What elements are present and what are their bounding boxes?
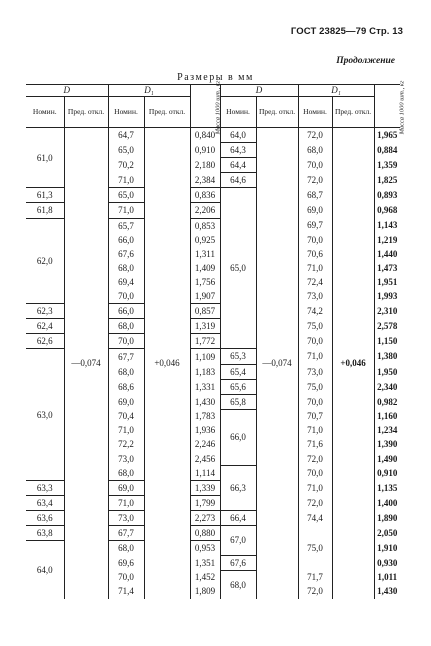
right-d-nominal: 68,0 <box>220 570 256 598</box>
left-mass: 0,853 <box>190 218 220 233</box>
left-mass: 1,783 <box>190 409 220 423</box>
left-d1-nominal: 72,2 <box>108 437 144 451</box>
left-d-nominal: 62,6 <box>26 334 64 349</box>
right-d1-nominal: 73,0 <box>298 364 332 379</box>
left-d-nominal: 63,4 <box>26 495 64 510</box>
right-d1-nominal: 71,0 <box>298 423 332 437</box>
right-d1-nominal: 70,0 <box>298 334 332 349</box>
right-d1-nominal: 75,0 <box>298 379 332 394</box>
col-dev: Пред. откл. <box>332 97 374 128</box>
right-d-nominal: 64,6 <box>220 173 256 188</box>
right-d1-nominal: 70,0 <box>298 233 332 247</box>
left-d-deviation: —0,074 <box>64 128 108 599</box>
right-d1-nominal: 70,0 <box>298 466 332 481</box>
right-d1-nominal: 71,0 <box>298 480 332 495</box>
left-d1-nominal: 70,0 <box>108 570 144 584</box>
right-d1-nominal: 70,6 <box>298 247 332 261</box>
left-d-nominal: 62,4 <box>26 319 64 334</box>
right-d1-nominal: 68,0 <box>298 143 332 158</box>
col-dev: Пред. откл. <box>256 97 298 128</box>
left-mass: 1,109 <box>190 349 220 364</box>
continuation-label: Продолжение <box>336 56 395 66</box>
left-mass: 0,953 <box>190 541 220 556</box>
right-d1-nominal: 72,0 <box>298 495 332 510</box>
left-d1-nominal: 67,7 <box>108 526 144 541</box>
right-mass: 1,993 <box>374 289 400 304</box>
left-d1-nominal: 67,7 <box>108 349 144 364</box>
left-d-nominal: 63,8 <box>26 526 64 541</box>
right-d1-nominal: 70,7 <box>298 409 332 423</box>
right-mass: 1,440 <box>374 247 400 261</box>
left-d1-nominal: 65,7 <box>108 218 144 233</box>
col-D-left: D <box>26 85 108 97</box>
left-d1-nominal: 68,6 <box>108 379 144 394</box>
col-D1-right: D₁ <box>298 85 374 97</box>
right-mass: 0,893 <box>374 188 400 203</box>
col-nom: Номин. <box>108 97 144 128</box>
left-mass: 0,840 <box>190 128 220 143</box>
right-mass: 1,011 <box>374 570 400 584</box>
col-nom: Номин. <box>298 97 332 128</box>
left-d1-deviation: +0,046 <box>144 128 190 599</box>
left-mass: 0,880 <box>190 526 220 541</box>
left-d1-nominal: 71,0 <box>108 173 144 188</box>
right-d1-nominal: 69,7 <box>298 218 332 233</box>
left-d-nominal: 63,0 <box>26 349 64 480</box>
left-d-nominal: 61,8 <box>26 203 64 218</box>
right-d-nominal: 65,0 <box>220 188 256 349</box>
right-d-nominal: 65,6 <box>220 379 256 394</box>
left-d1-nominal: 71,0 <box>108 495 144 510</box>
col-nom: Номин. <box>26 97 64 128</box>
right-d1-nominal: 73,0 <box>298 289 332 304</box>
right-d-nominal: 65,8 <box>220 394 256 409</box>
right-mass: 1,430 <box>374 584 400 598</box>
right-d-deviation: —0,074 <box>256 128 298 599</box>
right-d-nominal: 66,3 <box>220 466 256 511</box>
right-mass: 1,400 <box>374 495 400 510</box>
left-d1-nominal: 70,2 <box>108 158 144 173</box>
left-mass: 2,456 <box>190 452 220 466</box>
left-d-nominal: 63,3 <box>26 480 64 495</box>
page-header: ГОСТ 23825—79 Стр. 13 <box>290 26 403 37</box>
right-d1-nominal: 72,0 <box>298 173 332 188</box>
right-d-nominal: 64,4 <box>220 158 256 173</box>
right-d-nominal: 67,0 <box>220 526 256 556</box>
right-d1-deviation: +0,046 <box>332 128 374 599</box>
left-mass: 1,114 <box>190 466 220 481</box>
right-mass: 0,968 <box>374 203 400 218</box>
right-d-nominal: 65,3 <box>220 349 256 364</box>
left-mass: 2,384 <box>190 173 220 188</box>
right-mass: 1,951 <box>374 275 400 289</box>
left-mass: 2,180 <box>190 158 220 173</box>
left-mass: 1,452 <box>190 570 220 584</box>
right-mass: 1,950 <box>374 364 400 379</box>
right-mass: 1,160 <box>374 409 400 423</box>
right-mass: 2,578 <box>374 319 400 334</box>
right-d-nominal: 66,4 <box>220 510 256 525</box>
right-mass: 1,965 <box>374 128 400 143</box>
right-mass: 1,219 <box>374 233 400 247</box>
table-caption: Размеры в мм <box>177 72 254 83</box>
right-d1-nominal: 70,0 <box>298 158 332 173</box>
left-d1-nominal: 68,0 <box>108 541 144 556</box>
right-d1-nominal: 75,0 <box>298 319 332 334</box>
left-d1-nominal: 69,4 <box>108 275 144 289</box>
left-mass: 1,936 <box>190 423 220 437</box>
col-mass-left: Масса 1000 шт., кг <box>190 85 220 128</box>
right-mass: 1,910 <box>374 541 400 556</box>
right-mass: 1,150 <box>374 334 400 349</box>
right-d-nominal: 66,0 <box>220 409 256 465</box>
right-mass: 1,390 <box>374 437 400 451</box>
col-D1-left: D₁ <box>108 85 190 97</box>
right-mass: 1,890 <box>374 510 400 525</box>
left-mass: 1,799 <box>190 495 220 510</box>
right-mass: 1,490 <box>374 452 400 466</box>
right-d1-nominal: 71,7 <box>298 570 332 584</box>
right-d1-nominal: 75,0 <box>298 526 332 571</box>
col-dev: Пред. откл. <box>64 97 108 128</box>
right-d1-nominal: 71,6 <box>298 437 332 451</box>
left-mass: 1,351 <box>190 555 220 570</box>
left-mass: 1,339 <box>190 480 220 495</box>
right-mass: 1,135 <box>374 480 400 495</box>
left-d1-nominal: 69,0 <box>108 394 144 409</box>
left-d1-nominal: 69,0 <box>108 480 144 495</box>
right-mass: 0,910 <box>374 466 400 481</box>
left-mass: 1,311 <box>190 247 220 261</box>
right-mass: 2,050 <box>374 526 400 541</box>
left-d-nominal: 61,3 <box>26 188 64 203</box>
right-mass: 0,930 <box>374 555 400 570</box>
left-d1-nominal: 68,0 <box>108 319 144 334</box>
right-d1-nominal: 71,0 <box>298 261 332 275</box>
left-d1-nominal: 68,0 <box>108 364 144 379</box>
left-d1-nominal: 69,6 <box>108 555 144 570</box>
right-mass: 1,143 <box>374 218 400 233</box>
col-mass-right: Масса 1000 шт., кг <box>374 85 400 128</box>
left-mass: 2,246 <box>190 437 220 451</box>
left-d1-nominal: 68,0 <box>108 261 144 275</box>
right-mass: 0,982 <box>374 394 400 409</box>
left-mass: 1,430 <box>190 394 220 409</box>
left-mass: 1,319 <box>190 319 220 334</box>
left-mass: 1,809 <box>190 584 220 598</box>
right-d1-nominal: 72,0 <box>298 584 332 598</box>
right-d1-nominal: 74,4 <box>298 510 332 525</box>
right-mass: 0,884 <box>374 143 400 158</box>
right-mass: 1,380 <box>374 349 400 364</box>
left-mass: 1,756 <box>190 275 220 289</box>
right-d1-nominal: 72,0 <box>298 128 332 143</box>
left-mass: 0,910 <box>190 143 220 158</box>
left-mass: 1,331 <box>190 379 220 394</box>
right-d-nominal: 67,6 <box>220 555 256 570</box>
left-d1-nominal: 73,0 <box>108 452 144 466</box>
left-d1-nominal: 65,0 <box>108 188 144 203</box>
left-mass: 2,273 <box>190 510 220 525</box>
left-d1-nominal: 73,0 <box>108 510 144 525</box>
left-d1-nominal: 70,0 <box>108 289 144 304</box>
left-d1-nominal: 71,4 <box>108 584 144 598</box>
left-d-nominal: 62,0 <box>26 218 64 304</box>
right-d1-nominal: 72,4 <box>298 275 332 289</box>
left-d1-nominal: 64,7 <box>108 128 144 143</box>
right-d1-nominal: 69,0 <box>298 203 332 218</box>
left-mass: 1,183 <box>190 364 220 379</box>
col-D-right: D <box>220 85 298 97</box>
left-mass: 2,206 <box>190 203 220 218</box>
left-mass: 0,925 <box>190 233 220 247</box>
right-mass: 2,340 <box>374 379 400 394</box>
left-d1-nominal: 66,0 <box>108 304 144 319</box>
right-mass: 2,310 <box>374 304 400 319</box>
left-mass: 1,907 <box>190 289 220 304</box>
dimensions-table <box>26 80 405 599</box>
right-d1-nominal: 72,0 <box>298 452 332 466</box>
left-mass: 0,857 <box>190 304 220 319</box>
left-d1-nominal: 70,4 <box>108 409 144 423</box>
right-mass: 1,825 <box>374 173 400 188</box>
left-d-nominal: 63,6 <box>26 510 64 525</box>
right-mass: 1,234 <box>374 423 400 437</box>
left-d1-nominal: 66,0 <box>108 233 144 247</box>
left-d1-nominal: 67,6 <box>108 247 144 261</box>
left-d1-nominal: 65,0 <box>108 143 144 158</box>
table-row <box>26 128 400 143</box>
left-d-nominal: 62,3 <box>26 304 64 319</box>
left-d1-nominal: 68,0 <box>108 466 144 481</box>
right-d-nominal: 64,0 <box>220 128 256 143</box>
left-mass: 0,836 <box>190 188 220 203</box>
col-nom: Номин. <box>220 97 256 128</box>
right-d1-nominal: 71,0 <box>298 349 332 364</box>
right-d-nominal: 64,3 <box>220 143 256 158</box>
left-d-nominal: 61,0 <box>36 152 53 163</box>
right-d-nominal: 65,4 <box>220 364 256 379</box>
right-d1-nominal: 74,2 <box>298 304 332 319</box>
left-d1-nominal: 71,0 <box>108 203 144 218</box>
right-mass: 1,473 <box>374 261 400 275</box>
left-d-nominal: 64,0 <box>26 541 64 599</box>
left-d1-nominal: 71,0 <box>108 423 144 437</box>
right-mass: 1,359 <box>374 158 400 173</box>
right-d1-nominal: 70,0 <box>298 394 332 409</box>
left-mass: 1,409 <box>190 261 220 275</box>
right-d1-nominal: 68,7 <box>298 188 332 203</box>
col-dev: Пред. откл. <box>144 97 190 128</box>
left-mass: 1,772 <box>190 334 220 349</box>
left-d1-nominal: 70,0 <box>108 334 144 349</box>
